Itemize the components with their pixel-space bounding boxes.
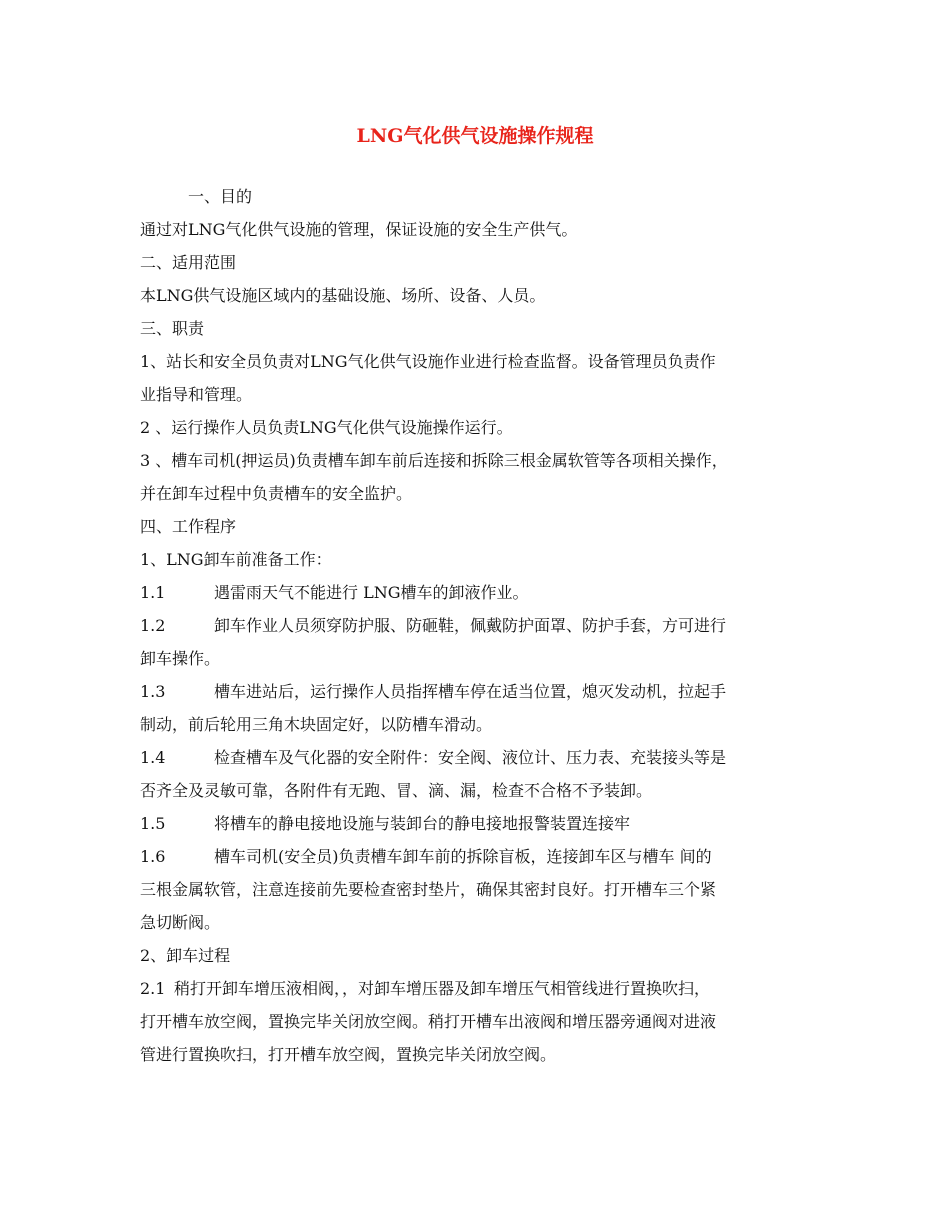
numbered-item-1-1 xyxy=(140,576,835,609)
numbered-item-1-4 xyxy=(140,741,835,774)
section-heading-unloading: 2、卸车过程 xyxy=(140,946,231,965)
item-text: 检查槽车及气化器的安全附件：安全阀、液位计、压力表、充装接头等是 xyxy=(214,748,727,767)
paragraph-line: 否齐全及灵敏可靠，各附件有无跑、冒、滴、漏，检查不合格不予装卸。 xyxy=(140,781,653,800)
paragraph-line: 本LNG供气设施区域内的基础设施、场所、设备、人员。 xyxy=(140,286,546,305)
item-number: 1.2 xyxy=(140,616,166,635)
item-text: 稍打开卸车增压液相阀，，对卸车增压器及卸车增压气相管线进行置换吹扫， xyxy=(174,979,711,998)
section-heading-duties: 三、职责 xyxy=(140,319,205,338)
paragraph-line: 急切断阀。 xyxy=(140,913,221,932)
numbered-item-1-2 xyxy=(140,609,835,642)
item-text: 将槽车的静电接地设施与装卸台的静电接地报警装置连接牢 xyxy=(214,814,631,833)
item-number: 1.4 xyxy=(140,748,166,767)
paragraph-line: 管进行置换吹扫，打开槽车放空阀，置换完毕关闭放空阀。 xyxy=(140,1045,557,1064)
section-heading-procedure: 四、工作程序 xyxy=(140,517,237,536)
paragraph-line: 打开槽车放空阀，置换完毕关闭放空阀。稍打开槽车出液阀和增压器旁通阀对进液 xyxy=(140,1012,717,1031)
paragraph-line: 通过对LNG气化供气设施的管理，保证设施的安全生产供气。 xyxy=(140,220,578,239)
item-number: 2.1 xyxy=(140,979,166,998)
paragraph-line: 并在卸车过程中负责槽车的安全监护。 xyxy=(140,484,413,503)
numbered-item-1-3 xyxy=(140,675,835,708)
document-title: LNG气化供气设施操作规程 xyxy=(356,125,594,147)
item-number: 1.1 xyxy=(140,583,166,602)
item-text: 卸车作业人员须穿防护服、防砸鞋，佩戴防护面罩、防护手套，方可进行 xyxy=(214,616,727,635)
numbered-item-2-1 xyxy=(140,972,835,1005)
section-heading-scope: 二、适用范围 xyxy=(140,253,237,272)
paragraph-line: 2 、运行操作人员负责LNG气化供气设施操作运行。 xyxy=(140,418,513,437)
paragraph-line: 业指导和管理。 xyxy=(140,385,253,404)
item-text: 遇雷雨天气不能进行 LNG槽车的卸液作业。 xyxy=(214,583,529,602)
paragraph-line: 卸车操作。 xyxy=(140,649,221,668)
section-heading-purpose: 一、目的 xyxy=(188,187,253,206)
item-text: 槽车司机(安全员)负责槽车卸车前的拆除盲板，连接卸车区与槽车 间的 xyxy=(214,847,712,866)
paragraph-line: 3 、槽车司机(押运员)负责槽车卸车前后连接和拆除三根金属软管等各项相关操作， xyxy=(140,451,728,470)
paragraph-line: 三根金属软管，注意连接前先要检查密封垫片，确保其密封良好。打开槽车三个紧 xyxy=(140,880,717,899)
document-body xyxy=(140,180,835,1071)
item-text: 槽车进站后，运行操作人员指挥槽车停在适当位置，熄灭发动机，拉起手 xyxy=(214,682,727,701)
paragraph-line: 1、站长和安全员负责对LNG气化供气设施作业进行检查监督。设备管理员负责作 xyxy=(140,352,716,371)
item-number: 1.5 xyxy=(140,814,166,833)
numbered-item-1-5 xyxy=(140,807,835,840)
item-number: 1.6 xyxy=(140,847,166,866)
item-number: 1.3 xyxy=(140,682,166,701)
paragraph-line: 制动，前后轮用三角木块固定好，以防槽车滑动。 xyxy=(140,715,493,734)
paragraph-line: 1、LNG卸车前准备工作： xyxy=(140,550,332,569)
numbered-item-1-6 xyxy=(140,840,835,873)
